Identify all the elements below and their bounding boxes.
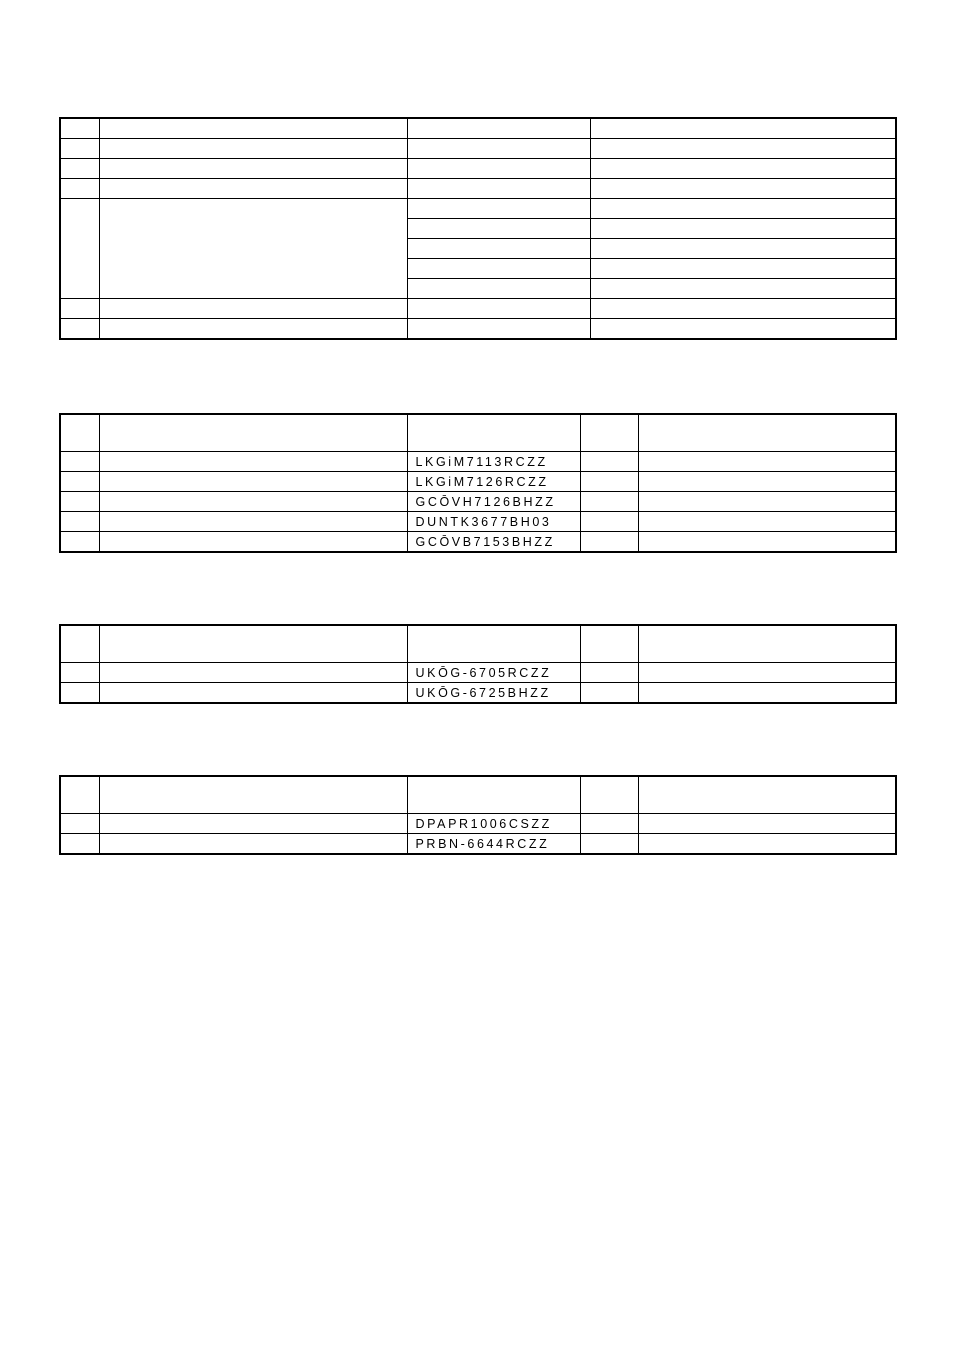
table-cell [580, 834, 638, 855]
table-cell [590, 279, 896, 299]
table-cell [638, 834, 896, 855]
header-cell [60, 625, 99, 663]
table-cell [580, 683, 638, 704]
table-row [60, 512, 896, 532]
table-cell [60, 452, 99, 472]
table-cell [407, 219, 590, 239]
table-row [60, 452, 896, 472]
table-2 [59, 413, 897, 553]
part-code: DPAPR1006CSZZ [407, 814, 580, 834]
part-code: GCŌVB7153BHZZ [407, 532, 580, 553]
header-cell [638, 414, 896, 452]
table-cell [99, 118, 407, 139]
table-cell [590, 179, 896, 199]
table-cell [99, 139, 407, 159]
part-code: UKŌG-6705RCZZ [407, 663, 580, 683]
table-row [60, 532, 896, 553]
table-cell [99, 159, 407, 179]
table-cell [60, 814, 99, 834]
table-header-row [60, 414, 896, 452]
table-row [60, 299, 896, 319]
table-cell [407, 139, 590, 159]
table-cell [60, 683, 99, 704]
table-header-row [60, 625, 896, 663]
table-cell [638, 452, 896, 472]
table-cell [99, 512, 407, 532]
table-cell [590, 319, 896, 340]
table-row [60, 683, 896, 704]
table-cell [99, 472, 407, 492]
header-cell [580, 776, 638, 814]
table-row [60, 814, 896, 834]
header-cell [580, 625, 638, 663]
table-row [60, 834, 896, 855]
table-cell [99, 452, 407, 472]
header-cell [407, 625, 580, 663]
table-cell [60, 663, 99, 683]
table-row [60, 118, 896, 139]
header-cell [407, 776, 580, 814]
table-cell [638, 472, 896, 492]
table-cell [99, 814, 407, 834]
part-code: LKGiM7126RCZZ [407, 472, 580, 492]
part-code: GCŌVH7126BHZZ [407, 492, 580, 512]
table-cell [407, 279, 590, 299]
table-cell [407, 118, 590, 139]
table-header-row [60, 776, 896, 814]
table-cell [580, 532, 638, 553]
table-cell [580, 512, 638, 532]
table-cell [407, 259, 590, 279]
table-cell [590, 118, 896, 139]
table-cell [99, 319, 407, 340]
table-cell [407, 239, 590, 259]
table-cell [407, 319, 590, 340]
table-cell [99, 683, 407, 704]
header-cell [99, 625, 407, 663]
table-row [60, 199, 896, 219]
table-cell [99, 834, 407, 855]
table-cell [638, 532, 896, 553]
table-4 [59, 775, 897, 855]
table-cell [99, 179, 407, 199]
table-cell [638, 683, 896, 704]
table-cell [580, 452, 638, 472]
header-cell [99, 414, 407, 452]
table-cell [590, 199, 896, 219]
header-cell [407, 414, 580, 452]
table-cell [60, 472, 99, 492]
table-cell [407, 159, 590, 179]
table-cell [638, 814, 896, 834]
part-code: PRBN-6644RCZZ [407, 834, 580, 855]
table-row [60, 492, 896, 512]
table-cell [590, 259, 896, 279]
table-cell [407, 179, 590, 199]
table-cell [580, 492, 638, 512]
part-code: LKGiM7113RCZZ [407, 452, 580, 472]
header-cell [638, 776, 896, 814]
table-row [60, 319, 896, 340]
table-cell [99, 492, 407, 512]
table-cell [590, 159, 896, 179]
table-cell [590, 299, 896, 319]
table-cell [590, 239, 896, 259]
table-3 [59, 624, 897, 704]
table-cell [590, 139, 896, 159]
table-cell-merged [99, 199, 407, 299]
table-cell [60, 118, 99, 139]
table-cell [60, 532, 99, 553]
table-cell [99, 663, 407, 683]
table-cell [638, 492, 896, 512]
table-cell [580, 663, 638, 683]
table-row [60, 472, 896, 492]
table-row [60, 179, 896, 199]
table-row [60, 139, 896, 159]
table-cell [638, 512, 896, 532]
table-cell [99, 532, 407, 553]
table-cell [60, 299, 99, 319]
header-cell [60, 414, 99, 452]
table-cell [60, 139, 99, 159]
table-cell [407, 299, 590, 319]
header-cell [638, 625, 896, 663]
table-cell [580, 472, 638, 492]
table-row [60, 159, 896, 179]
table-cell [407, 199, 590, 219]
part-code: UKŌG-6725BHZZ [407, 683, 580, 704]
table-cell [60, 319, 99, 340]
table-cell [60, 159, 99, 179]
table-1 [59, 117, 897, 340]
table-cell [580, 814, 638, 834]
header-cell [580, 414, 638, 452]
header-cell [60, 776, 99, 814]
table-cell [99, 299, 407, 319]
table-row [60, 663, 896, 683]
table-cell-merged [60, 199, 99, 299]
table-cell [638, 663, 896, 683]
part-code: DUNTK3677BH03 [407, 512, 580, 532]
table-cell [60, 834, 99, 855]
table-cell [60, 512, 99, 532]
table-cell [60, 179, 99, 199]
header-cell [99, 776, 407, 814]
table-cell [590, 219, 896, 239]
table-cell [60, 492, 99, 512]
